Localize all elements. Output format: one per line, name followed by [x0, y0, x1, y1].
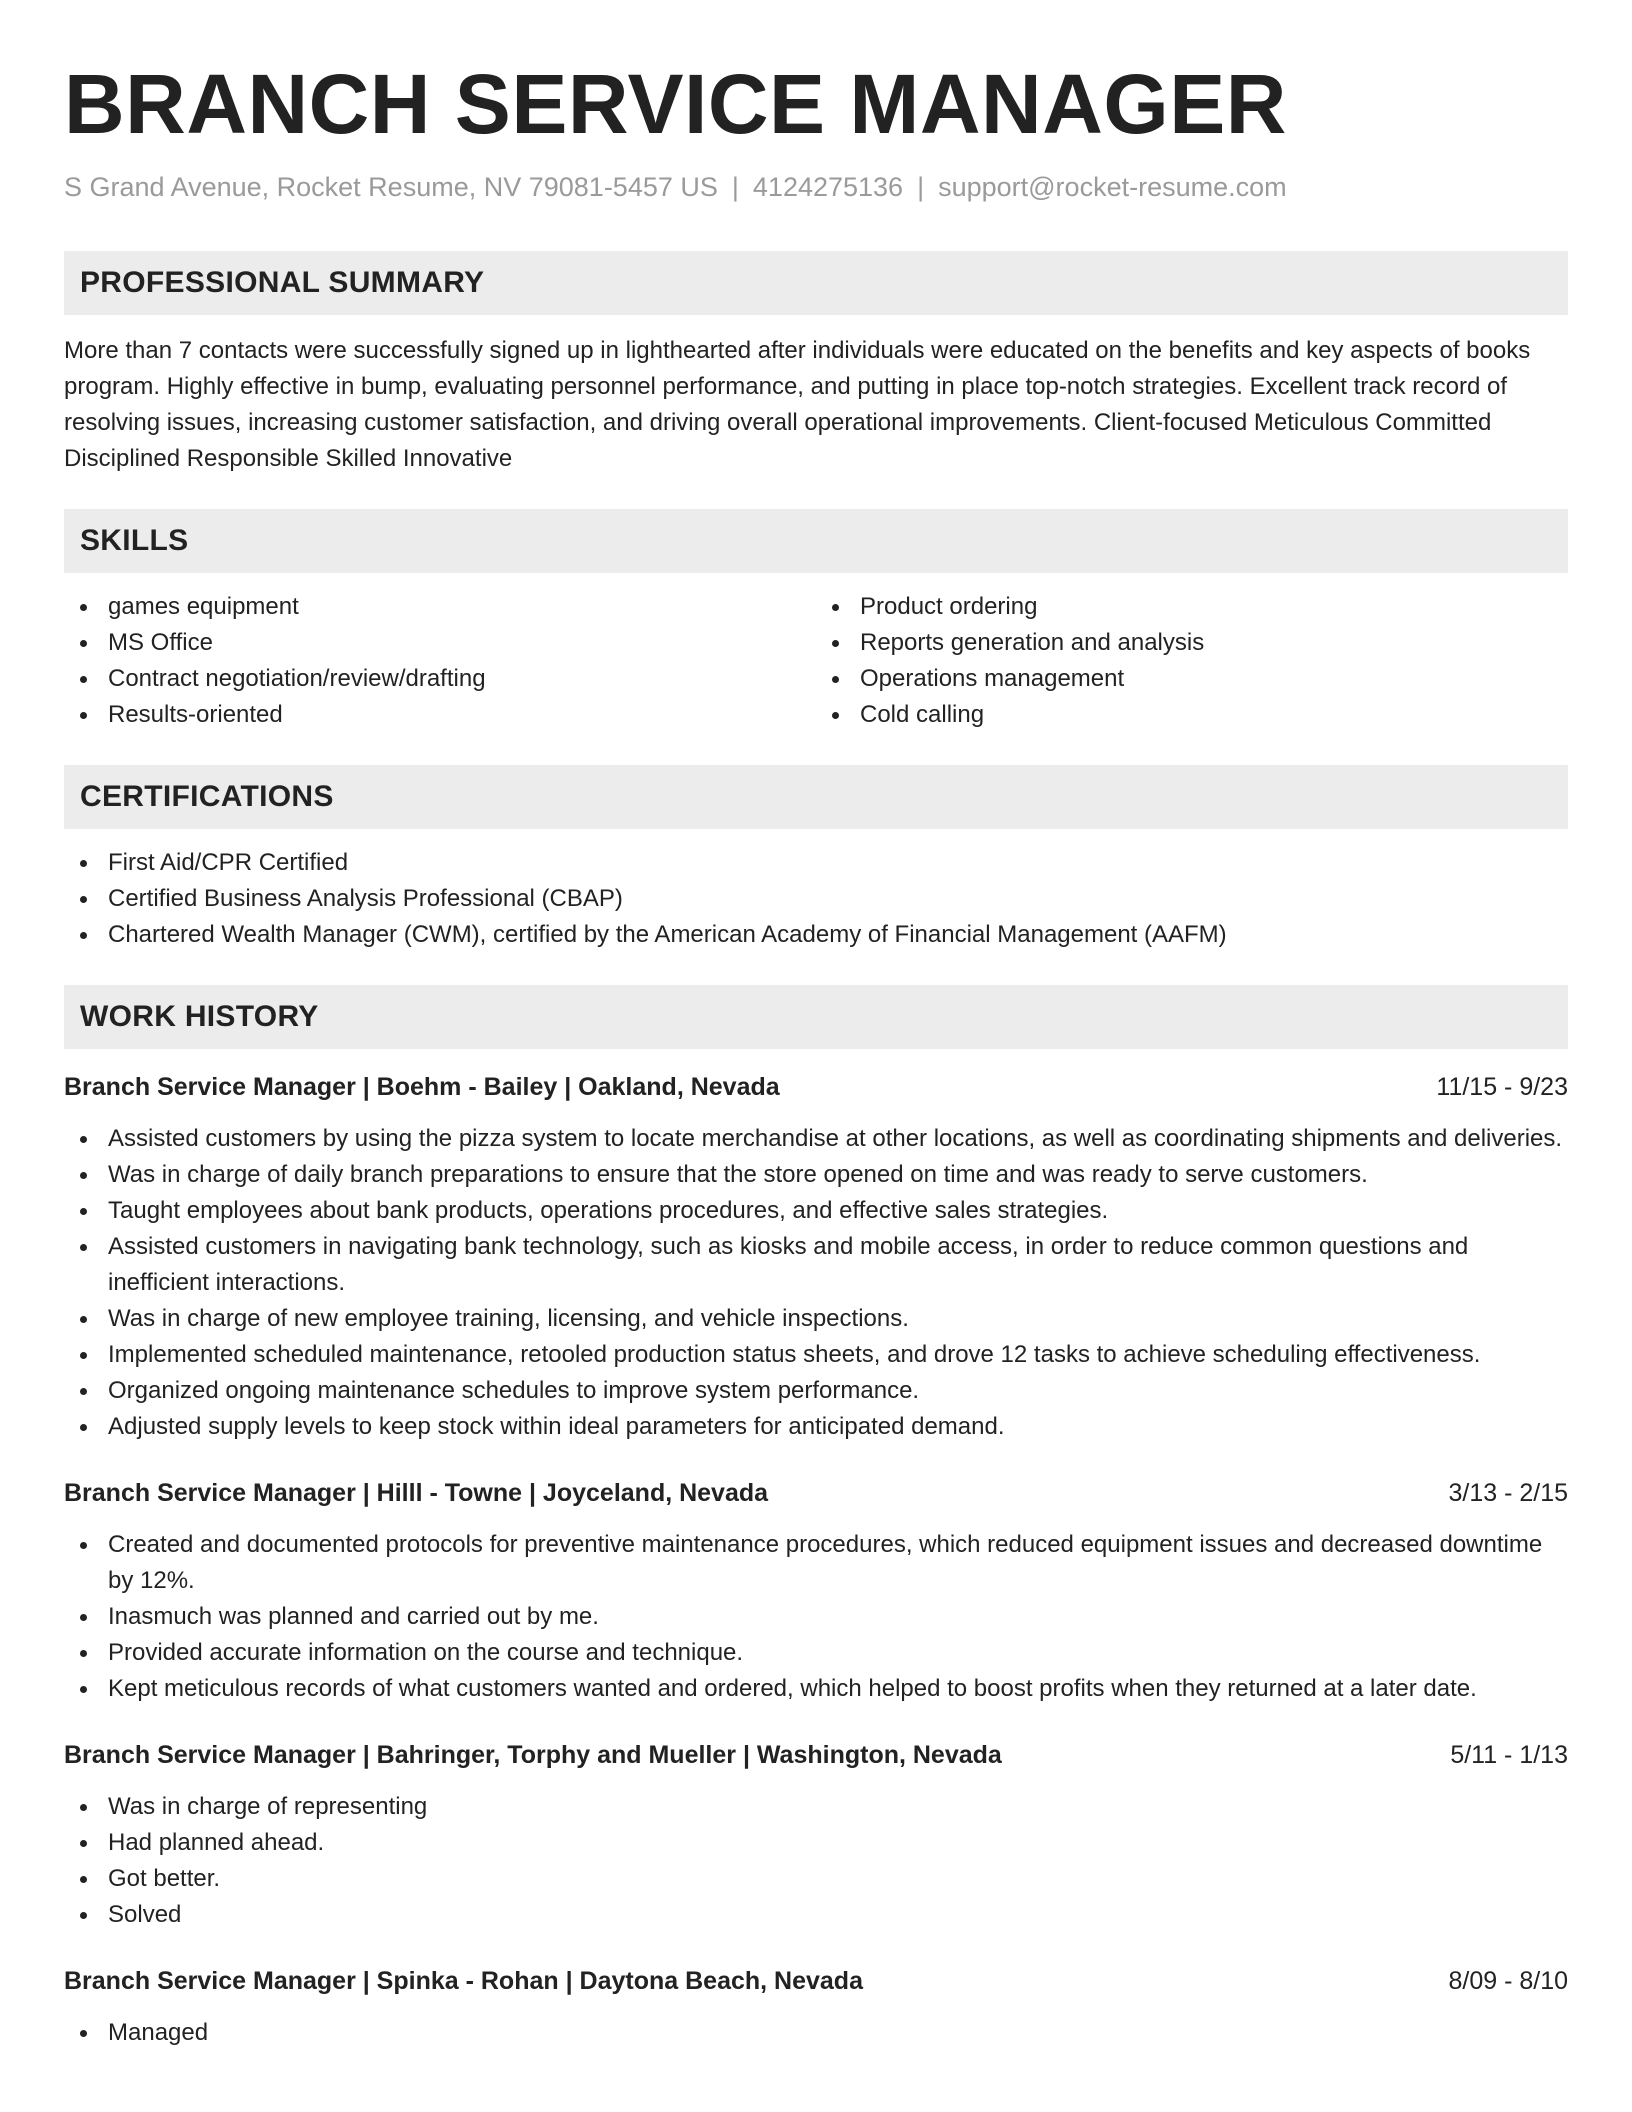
contact-phone: 4124275136 — [752, 172, 904, 202]
job-header — [64, 1475, 1568, 1511]
contact-address: S Grand Avenue, Rocket Resume, NV 79081-5457 US — [64, 172, 718, 202]
skills-column-left — [64, 589, 816, 733]
job-bullet: Assisted customers in navigating bank technology, such as kiosks and mobile access, in order to reduce common questions and inefficient interactions. — [64, 1229, 1568, 1301]
skill-item: games equipment — [64, 589, 816, 625]
summary-section — [64, 251, 1568, 477]
summary-text: More than 7 contacts were successfully signed up in lighthearted after individuals were educated on the benefits and key aspects of books program. Highly effective in bump, evaluating personnel performance, and putting in place top-notch strategies. Excellent track record of resolving issues, increasing customer satisfaction, and driving overall operational improvements. Client-focused Meticulous Committed Disciplined Responsible Skilled Innovative — [64, 337, 1531, 472]
job-bullet: Was in charge of daily branch preparations to ensure that the store opened on time and was ready to serve customers. — [64, 1157, 1568, 1193]
job-header — [64, 1963, 1568, 1999]
skill-item: Results-oriented — [64, 697, 816, 733]
section-heading-skills: SKILLS — [64, 509, 1568, 573]
job-dates: 11/15 - 9/23 — [1436, 1073, 1568, 1101]
job-bullet: Got better. — [64, 1861, 1568, 1897]
candidate-title: BRANCH SERVICE MANAGER — [64, 57, 1287, 151]
job-entry — [64, 1069, 1568, 1445]
contact-line — [64, 172, 1568, 203]
job-header — [64, 1737, 1568, 1773]
job-bullet: Kept meticulous records of what customers wanted and ordered, which helped to boost profits when they returned at a later date. — [64, 1671, 1568, 1707]
job-dates: 3/13 - 2/15 — [1448, 1479, 1568, 1507]
job-bullet: Created and documented protocols for preventive maintenance procedures, which reduced equipment issues and decreased downtime by 12%. — [64, 1527, 1568, 1599]
job-bullet: Provided accurate information on the course and technique. — [64, 1635, 1568, 1671]
work-history-section — [64, 985, 1568, 2051]
certifications-list — [64, 845, 1568, 953]
certifications-section — [64, 765, 1568, 953]
job-bullet: Was in charge of new employee training, licensing, and vehicle inspections. — [64, 1301, 1568, 1337]
job-bullet: Organized ongoing maintenance schedules to improve system performance. — [64, 1373, 1568, 1409]
skills-column-right — [816, 589, 1568, 733]
certification-item: Certified Business Analysis Professional (CBAP) — [64, 881, 1568, 917]
job-bullet: Inasmuch was planned and carried out by me. — [64, 1599, 1568, 1635]
job-entry — [64, 1737, 1568, 1933]
job-title: Branch Service Manager | Boehm - Bailey | Oakland, Nevada — [64, 1073, 780, 1101]
job-dates: 5/11 - 1/13 — [1450, 1741, 1568, 1769]
certification-item: First Aid/CPR Certified — [64, 845, 1568, 881]
skills-grid — [64, 589, 1568, 733]
job-bullet: Had planned ahead. — [64, 1825, 1568, 1861]
job-bullet: Solved — [64, 1897, 1568, 1933]
skill-item: Contract negotiation/review/drafting — [64, 661, 816, 697]
job-bullet: Was in charge of representing — [64, 1789, 1568, 1825]
job-bullet: Adjusted supply levels to keep stock within ideal parameters for anticipated demand. — [64, 1409, 1568, 1445]
job-bullet: Taught employees about bank products, operations procedures, and effective sales strategies. — [64, 1193, 1568, 1229]
job-bullets — [64, 2015, 1568, 2051]
job-bullet: Implemented scheduled maintenance, retooled production status sheets, and drove 12 tasks to achieve scheduling effectiveness. — [64, 1337, 1568, 1373]
contact-separator: | — [917, 172, 925, 202]
skill-item: Reports generation and analysis — [816, 625, 1568, 661]
job-title: Branch Service Manager | Bahringer, Torphy and Mueller | Washington, Nevada — [64, 1741, 1002, 1769]
job-bullets — [64, 1789, 1568, 1933]
skills-list-left — [64, 589, 816, 733]
skill-item: Product ordering — [816, 589, 1568, 625]
section-heading-work-history: WORK HISTORY — [64, 985, 1568, 1049]
job-title: Branch Service Manager | Hilll - Towne | Joyceland, Nevada — [64, 1479, 769, 1507]
section-heading-summary: PROFESSIONAL SUMMARY — [64, 251, 1568, 315]
skill-item: MS Office — [64, 625, 816, 661]
job-bullet: Managed — [64, 2015, 1568, 2051]
job-dates: 8/09 - 8/10 — [1448, 1967, 1568, 1995]
job-bullets — [64, 1527, 1568, 1707]
job-bullets — [64, 1121, 1568, 1445]
section-heading-certifications: CERTIFICATIONS — [64, 765, 1568, 829]
job-entry — [64, 1963, 1568, 2051]
skill-item: Cold calling — [816, 697, 1568, 733]
contact-email: support@rocket-resume.com — [938, 172, 1287, 202]
job-title: Branch Service Manager | Spinka - Rohan | Daytona Beach, Nevada — [64, 1967, 863, 1995]
certification-item: Chartered Wealth Manager (CWM), certified by the American Academy of Financial Management (AAFM) — [64, 917, 1568, 953]
contact-separator: | — [731, 172, 739, 202]
job-header — [64, 1069, 1568, 1105]
skills-list-right — [816, 589, 1568, 733]
job-bullet: Assisted customers by using the pizza system to locate merchandise at other locations, as well as coordinating shipments and deliveries. — [64, 1121, 1568, 1157]
skills-section — [64, 509, 1568, 733]
skill-item: Operations management — [816, 661, 1568, 697]
job-entry — [64, 1475, 1568, 1707]
